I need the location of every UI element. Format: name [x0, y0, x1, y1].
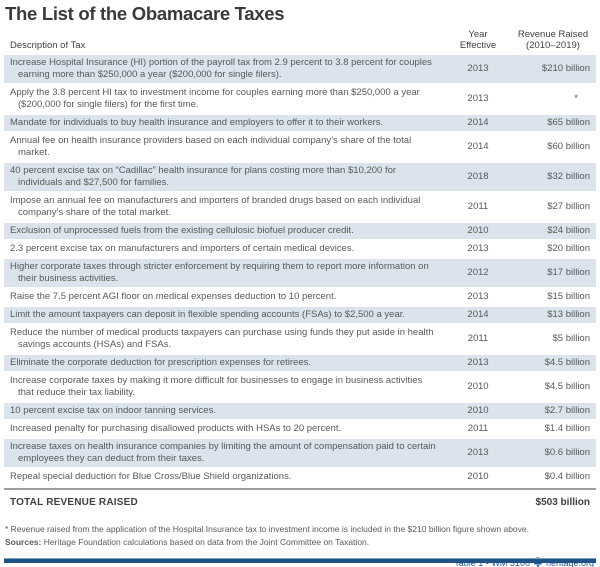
revenue-raised: $0.6 billion — [544, 447, 590, 458]
year-effective: 2013 — [467, 291, 489, 302]
footnotes — [4, 523, 596, 548]
tax-description: Increased penalty for purchasing disallowed products with HSAs to 20 percent. — [10, 423, 342, 434]
revenue-raised: * — [574, 93, 578, 104]
table-row — [4, 163, 596, 193]
tax-description: Eliminate the corporate deduction for prescription expenses for retirees. — [10, 357, 311, 368]
revenue-raised: $0.4 billion — [544, 471, 590, 482]
table-row — [4, 355, 596, 373]
table-row — [4, 193, 596, 223]
total-label: TOTAL REVENUE RAISED — [10, 497, 138, 508]
year-effective: 2014 — [467, 117, 489, 128]
tax-description: Apply the 3.8 percent HI tax to investment income for couples earning more than $250,000 a year ($200,000 for single filers) for the first time. — [10, 87, 420, 110]
table-row — [4, 241, 596, 259]
tax-description: Increase corporate taxes by making it more difficult for businesses to engage in business activities that reduce their tax liability. — [10, 375, 423, 398]
year-effective: 2011 — [467, 423, 489, 434]
tax-description: Higher corporate taxes through stricter enforcement by requiring them to report more information on their business activities. — [10, 261, 429, 284]
tax-description: 40 percent excise tax on “Cadillac” health insurance for plans costing more than $10,200 for individuals and $27,500 for families. — [10, 165, 397, 188]
year-effective: 2014 — [467, 309, 489, 320]
tax-description: 10 percent excise tax on indoor tanning services. — [10, 405, 216, 416]
tax-description: Repeal special deduction for Blue Cross/Blue Shield organizations. — [10, 471, 292, 482]
revenue-raised: $4.5 billion — [544, 381, 590, 392]
asterisk-footnote: * Revenue raised from the application of the Hospital Insurance tax to investment income is included in the $210 billion figure shown above. — [5, 524, 529, 534]
table-row — [4, 133, 596, 163]
table-row — [4, 469, 596, 487]
total-row — [4, 488, 596, 514]
year-effective: 2010 — [467, 471, 489, 482]
bottom-accent-bar — [4, 558, 596, 563]
tax-description: Reduce the number of medical products taxpayers can purchase using funds they put aside in health savings accounts (HSAs) and FSAs. — [10, 327, 434, 350]
table-row — [4, 55, 596, 85]
sources-line — [5, 536, 596, 549]
tax-description: Annual fee on health insurance providers based on each individual company’s share of the total market. — [10, 135, 412, 158]
table-row — [4, 85, 596, 115]
revenue-raised: $65 billion — [547, 117, 590, 128]
table-header-row — [4, 29, 596, 55]
tax-description: Increase taxes on health insurance companies by limiting the amount of compensation paid to certain employees they can deduct from their taxes. — [10, 441, 436, 464]
column-header-year-effective: Year Effective — [459, 29, 497, 51]
revenue-raised: $24 billion — [547, 225, 590, 236]
tax-description: Increase Hospital Insurance (HI) portion of the payroll tax from 2.9 percent to 3.8 percent for couples earning more than $250,000 a year ($200,000 for single filers). — [10, 57, 432, 80]
column-header-revenue-raised: Revenue Raised (2010–2019) — [517, 29, 589, 51]
revenue-raised: $13 billion — [547, 309, 590, 320]
table-row — [4, 439, 596, 469]
table-row — [4, 325, 596, 355]
year-effective: 2011 — [467, 333, 489, 344]
revenue-raised: $1.4 billion — [544, 423, 590, 434]
revenue-raised: $17 billion — [547, 267, 590, 278]
revenue-raised: $2.7 billion — [544, 405, 590, 416]
table-row — [4, 223, 596, 241]
tax-description: Exclusion of unprocessed fuels from the existing cellulosic biofuel producer credit. — [10, 225, 354, 236]
year-effective: 2013 — [467, 63, 489, 74]
year-effective: 2018 — [467, 171, 489, 182]
year-effective: 2012 — [467, 267, 489, 278]
sources-text: Heritage Foundation calculations based on data from the Joint Committee on Taxation. — [41, 536, 370, 547]
year-effective: 2014 — [467, 141, 489, 152]
table-row — [4, 115, 596, 133]
column-header-description: Description of Tax — [10, 40, 86, 51]
tax-description: Mandate for individuals to buy health insurance and employers to offer it to their workers. — [10, 117, 384, 128]
table-row — [4, 259, 596, 289]
year-effective: 2013 — [467, 447, 489, 458]
page-title: The List of the Obamacare Taxes — [5, 3, 285, 24]
year-effective: 2010 — [467, 225, 489, 236]
table-rows — [4, 55, 596, 487]
tax-description: Raise the 7.5 percent AGI floor on medical expenses deduction to 10 percent. — [10, 291, 337, 302]
year-effective: 2010 — [467, 405, 489, 416]
tax-description: 2.3 percent excise tax on manufacturers and importers of certain medical devices. — [10, 243, 355, 254]
year-effective: 2013 — [467, 357, 489, 368]
revenue-raised: $20 billion — [547, 243, 590, 254]
table-row — [4, 289, 596, 307]
revenue-raised: $27 billion — [547, 201, 590, 212]
sources-label: Sources: — [5, 536, 42, 547]
revenue-raised: $60 billion — [547, 141, 590, 152]
total-value: $503 billion — [535, 497, 590, 508]
year-effective: 2013 — [467, 243, 489, 254]
revenue-raised: $5 billion — [552, 333, 590, 344]
year-effective: 2013 — [467, 93, 489, 104]
table-row — [4, 373, 596, 403]
year-effective: 2010 — [467, 381, 489, 392]
revenue-raised: $4.5 billion — [544, 357, 590, 368]
table-row — [4, 307, 596, 325]
revenue-raised: $32 billion — [547, 171, 590, 182]
tax-description: Limit the amount taxpayers can deposit in flexible spending accounts (FSAs) to $2,500 a year. — [10, 309, 406, 320]
revenue-raised: $15 billion — [547, 291, 590, 302]
table-row — [4, 421, 596, 439]
table-row — [4, 403, 596, 421]
revenue-raised: $210 billion — [541, 63, 590, 74]
year-effective: 2011 — [467, 201, 489, 212]
tax-description: Impose an annual fee on manufacturers and importers of branded drugs based on each individual company’s share of the total market. — [10, 195, 421, 218]
